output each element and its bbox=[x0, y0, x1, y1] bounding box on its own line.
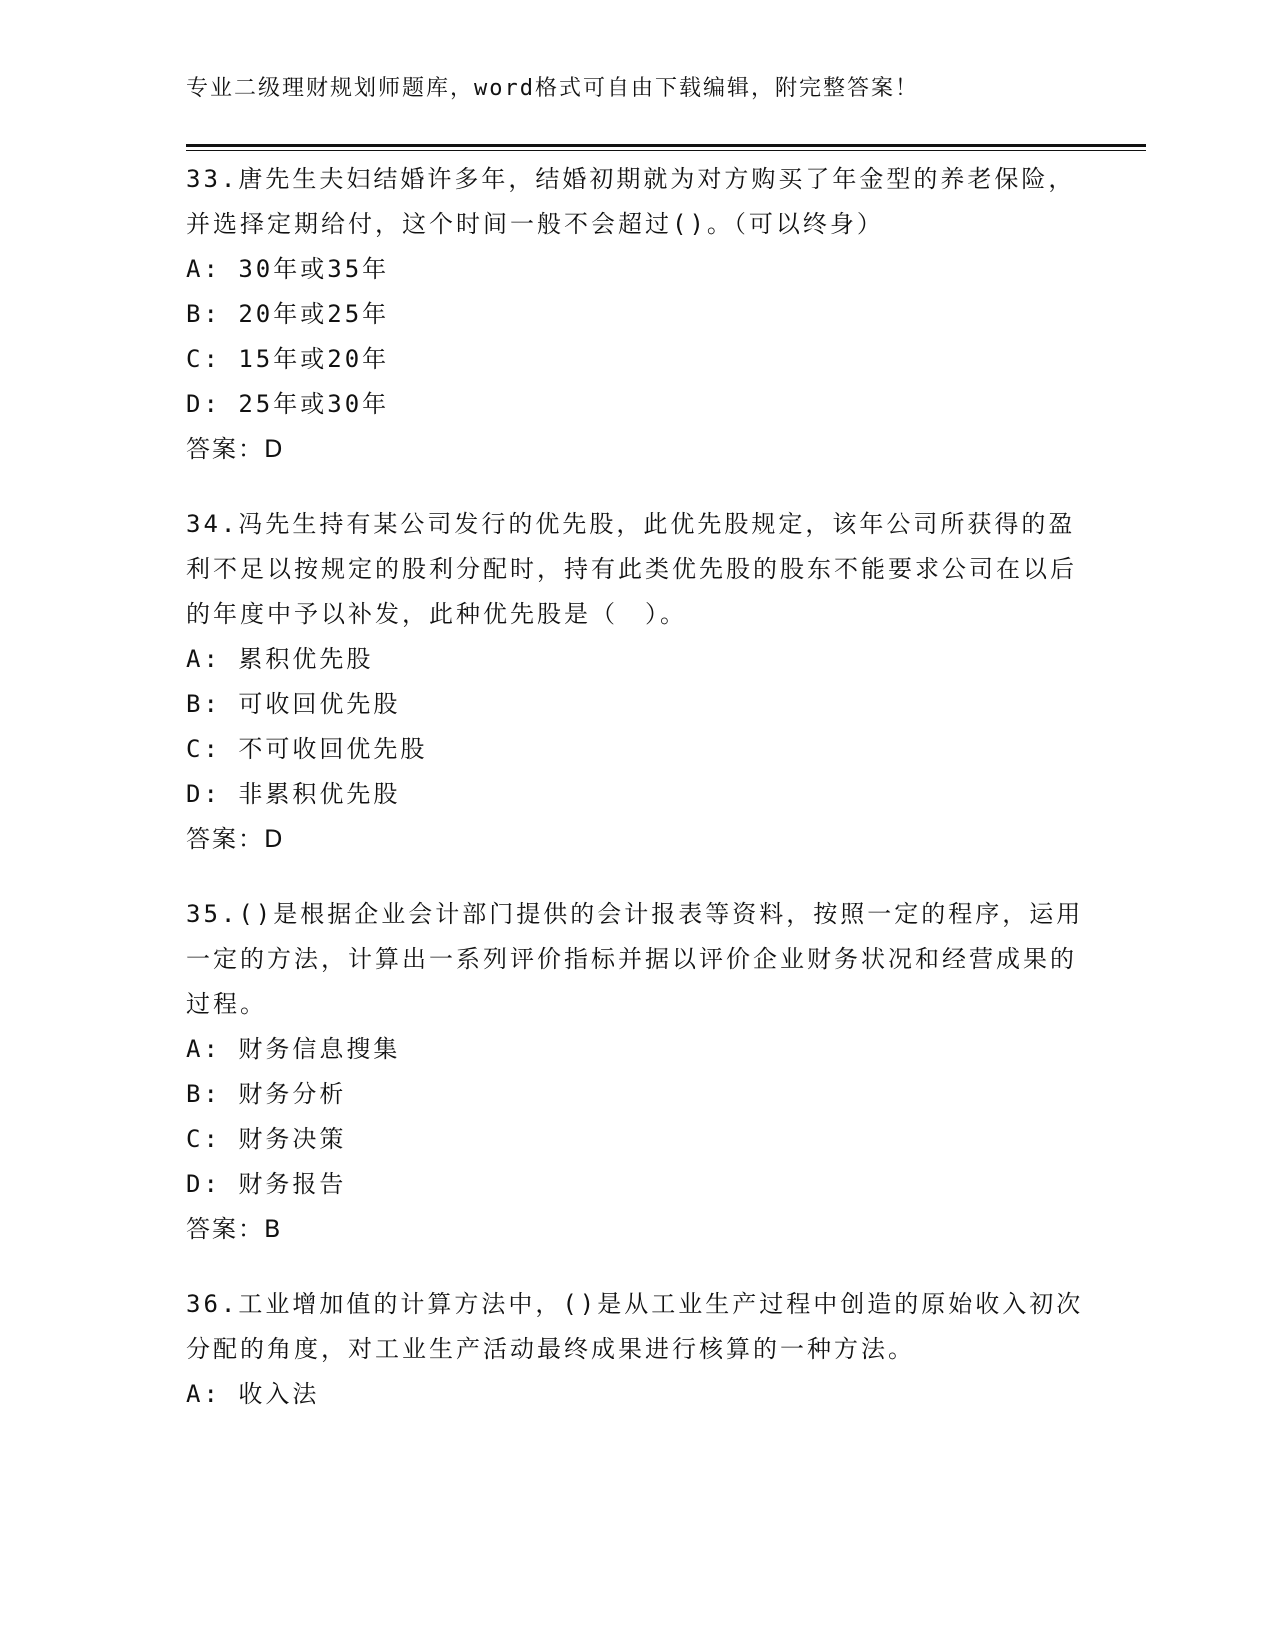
question-text: 36.工业增加值的计算方法中，()是从工业生产过程中创造的原始收入初次分配的角度，对工业生产活动最终成果进行核算的一种方法。 bbox=[186, 1290, 1084, 1363]
option-d: D: 25年或30年 bbox=[186, 390, 390, 418]
option-list bbox=[186, 1372, 1086, 1417]
answer-line: 答案：D bbox=[186, 435, 285, 463]
option-list bbox=[186, 637, 1086, 817]
option-d: D: 非累积优先股 bbox=[186, 780, 401, 808]
option-a: A: 30年或35年 bbox=[186, 255, 390, 283]
question-text: 34.冯先生持有某公司发行的优先股，此优先股规定，该年公司所获得的盈利不足以按规定的股利分配时，持有此类优先股的股东不能要求公司在以后的年度中予以补发，此种优先股是（ ）。 bbox=[186, 510, 1077, 628]
option-b: B: 可收回优先股 bbox=[186, 690, 401, 718]
header-rule-thick bbox=[186, 144, 1146, 147]
option-c: C: 15年或20年 bbox=[186, 345, 390, 373]
question-33 bbox=[186, 157, 1086, 472]
question-text: 33.唐先生夫妇结婚许多年，结婚初期就为对方购买了年金型的养老保险，并选择定期给付，这个时间一般不会超过()。（可以终身） bbox=[186, 165, 1076, 238]
option-c: C: 财务决策 bbox=[186, 1125, 347, 1153]
option-a: A: 财务信息搜集 bbox=[186, 1035, 401, 1063]
page-header: 专业二级理财规划师题库，word格式可自由下载编辑，附完整答案！ bbox=[186, 76, 919, 101]
question-35 bbox=[186, 892, 1086, 1252]
option-b: B: 财务分析 bbox=[186, 1080, 347, 1108]
option-a: A: 累积优先股 bbox=[186, 645, 374, 673]
question-list bbox=[186, 157, 1086, 1447]
option-a: A: 收入法 bbox=[186, 1380, 320, 1408]
question-36 bbox=[186, 1282, 1086, 1417]
option-d: D: 财务报告 bbox=[186, 1170, 347, 1198]
question-34 bbox=[186, 502, 1086, 862]
option-c: C: 不可收回优先股 bbox=[186, 735, 428, 763]
question-text: 35.()是根据企业会计部门提供的会计报表等资料，按照一定的程序，运用一定的方法，计算出一系列评价指标并据以评价企业财务状况和经营成果的过程。 bbox=[186, 900, 1084, 1018]
option-b: B: 20年或25年 bbox=[186, 300, 390, 328]
header-rule-thin bbox=[186, 150, 1146, 151]
answer-line: 答案：B bbox=[186, 1215, 283, 1243]
answer-line: 答案：D bbox=[186, 825, 285, 853]
option-list bbox=[186, 1027, 1086, 1207]
option-list bbox=[186, 247, 1086, 427]
